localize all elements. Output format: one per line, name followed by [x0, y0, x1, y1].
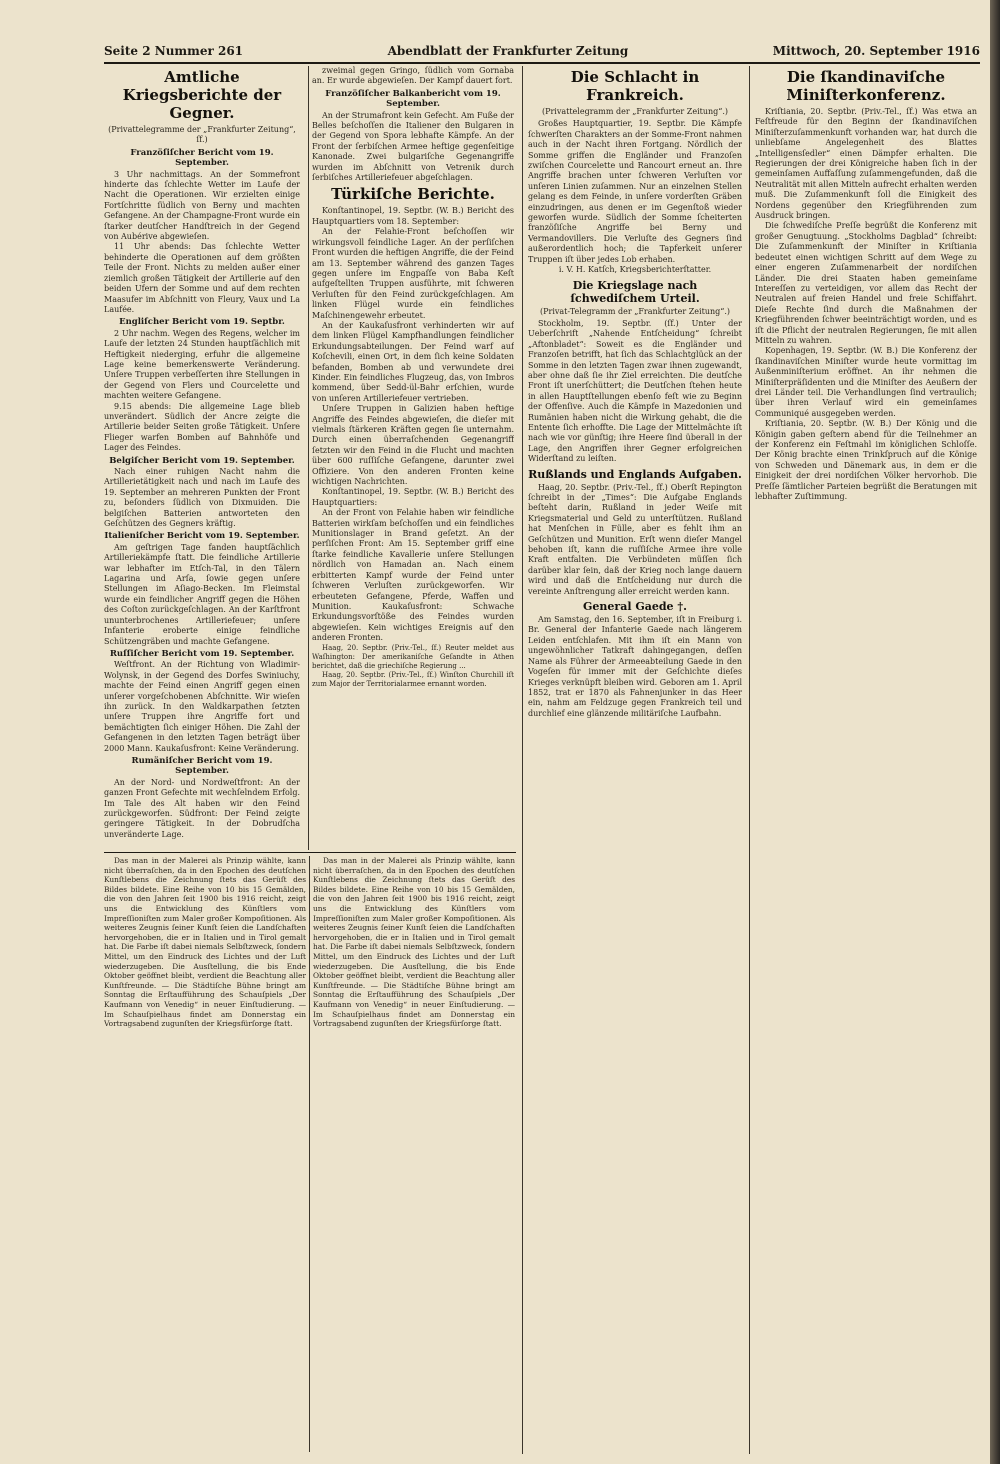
- headline-scandinavian-conference: Die ſkandinaviſche Miniſterkonferenz.: [786, 68, 946, 104]
- header-rule: [104, 62, 980, 64]
- article-text-conference-4: Kriſtiania, 20. Septbr. (W. B.) Der König und die Königin gaben geſtern abend für die Teilnehmer an der Konferenz ein Feſtmahl im königlichen Schloſſe. Der König brachte einen Trinkſpruch auf die Könige von Schweden und Dänemark aus, in dem er die Einigkeit der drei nordiſchen Völker hervorhob. Die Preſſe ſämtlicher Parteien begrüßt die Beratungen mit lebhafter Zuſtimmung.: [755, 419, 977, 502]
- report-text-belgian: Nach einer ruhigen Nacht nahm die Artillerietätigkeit nach und nach im Laufe des 19. September an mehreren Punkten der Front zu, beſonders ſüdlich von Dixmuiden. Die belgiſchen Batterien antworteten den Geſchützen des Gegners kräftig.: [104, 467, 300, 529]
- headline-battle-france: Die Schlacht in Frankreich.: [570, 68, 700, 104]
- notice-haag-1: Haag, 20. Septbr. (Priv.-Tel., ſf.) Reuter meldet aus Waſhington: Der amerikaniſche Geſandte in Athen berichtet, daß die griechiſche Regierung ...: [312, 643, 514, 670]
- report-title-balkan: Franzöſiſcher Balkanbericht vom 19. September.: [325, 88, 501, 110]
- notice-haag-2: Haag, 20. Septbr. (Priv.-Tel., ſf.) Winſton Churchill iſt zum Major der Territorialarmee ernannt worden.: [312, 670, 514, 688]
- article-text-swedish-view: Stockholm, 19. Septbr. (ſf.) Unter der Ueberſchrift „Nahende Entſcheidung“ ſchreibt „Aftonbladet“: Soweit es die Engländer und Franzoſen betrifft, hat ſich das Schlachtglück an der Somme in den letzten Tagen zwar ihnen zugewandt, aber ohne daß ſie ihr Ziel erreichten. Die deutſche Front iſt unerſchüttert; die Deutſchen ſtehen heute in allen Hauptſtellungen ebenſo feſt wie zu Beginn der Offenſive. Auch die Kämpfe in Mazedonien und Rumänien haben nicht die Wirkung gehabt, die die Entente ſich erhoffte. Die Lage der Mittelmächte iſt nach wie vor günſtig; ihre Heere ſind überall in der Lage, den Angriffen ihrer Gegner erfolgreichen Widerſtand zu leiſten.: [528, 318, 742, 464]
- book-binding-edge: [990, 0, 1000, 1464]
- report-title-belgian: Belgiſcher Bericht vom 19. September.: [109, 455, 295, 466]
- report-text-french: 3 Uhr nachmittags. An der Sommefront hinderte das ſchlechte Wetter im Laufe der Nacht die Operationen. Wir erzielten einige Fortſchritte ſüdlich von Berny und machten Gefangene. An der Champagne-Front wurde ein ſtarker deutſcher Handſtreich in der Gegend von Aubérive abgewieſen.: [104, 169, 300, 242]
- report-text-italian: Am geſtrigen Tage fanden hauptſächlich Artilleriekämpfe ſtatt. Die feindliche Artillerie war lebhafter im Etſch-Tal, in den Tälern Lagarina und Arſa, ſowie gegen unſere Stellungen im Aſiago-Becken. Im Fleimstal wurde ein feindlicher Angriff gegen die Höhen des Coſton zurückgeſchlagen. An der Karſtfront ununterbrochenes Artilleriefeuer; unſere Infanterie eroberte einige feindliche Schützengräben und machte Gefangene.: [104, 542, 300, 646]
- report-title-russian: Ruſſiſcher Bericht vom 19. September.: [109, 648, 295, 659]
- feuilleton-right: [313, 856, 515, 1452]
- column-divider: [522, 66, 523, 1454]
- byline: (Privat-Telegramm der „Frankfurter Zeitung“.): [540, 306, 730, 316]
- signature: i. V. H. Katſch, Kriegsberichterſtatter.: [558, 265, 712, 275]
- feuilleton-left: [104, 856, 306, 1452]
- column-divider: [749, 66, 750, 1454]
- report-text-turkish-3: Unſere Truppen in Galizien haben heftige Angriffe des Feindes abgewieſen, die dieſer mit vielmals ſtärkeren Kräften gegen ſie unternahm. Durch einen überraſchenden Gegenangriff ſetzten wir den Feind in die Flucht und machten über 600 ruſſiſche Gefangene, darunter zwei Offiziere. Von den anderen Fronten keine wichtigen Nachrichten.: [312, 404, 514, 487]
- article-text-battle: Großes Hauptquartier, 19. Septbr. Die Kämpfe ſchwerſten Charakters an der Somme-Front nahmen auch in der Nacht ihren Fortgang. Nördlich der Somme griffen die Engländer und Franzoſen zwiſchen Courcelette und Rancourt erneut an. Ihre Angriffe brachen unter ſchweren Verluſten vor unſeren Linien zuſammen. Nur an einzelnen Stellen gelang es dem Feinde, in unſere vorderſten Gräben einzudringen, aus denen er im Gegenſtoß wieder geworfen wurde. Südlich der Somme ſcheiterten franzöſiſche Angriffe bei Berny und Vermandovillers. Die Verluſte des Gegners ſind außerordentlich hoch; die Tapferkeit unſerer Truppen iſt über jedes Lob erhaben.: [528, 119, 742, 264]
- headline-official-reports: Amtliche Kriegsberichte der Gegner.: [122, 68, 282, 122]
- headline-russia-england: Rußlands und Englands Aufgaben.: [528, 467, 742, 481]
- issue-date: Mittwoch, 20. September 1916: [772, 44, 980, 58]
- article-text-conference-3: Kopenhagen, 19. Septbr. (W. B.) Die Konferenz der ſkandinaviſchen Miniſter wurde heute vormittag im Außenminiſterium eröffnet. An ihr nehmen die Miniſterpräſidenten und die Miniſter des Aeußern der drei Länder teil. Die Verhandlungen ſind vertraulich; über ihren Verlauf wird ein gemeinſames Communiqué ausgegeben werden.: [755, 346, 977, 418]
- column-divider: [308, 66, 309, 850]
- column-scandinavian-conference: [755, 66, 977, 1452]
- feuilleton-text-left: Das man in der Malerei als Prinzip wählte, kann nicht überraſchen, da in den Epochen des deutſchen Kunſtlebens die Zeichnung ſtets das Gerüſt des Bildes bildete. Eine Reihe von 10 bis 15 Gemälden, die von den Jahren ſeit 1900 bis 1916 reicht, zeigt uns die Entwicklung des Künſtlers vom Impreſſioniſten zum Maler großer Kompoſitionen. Als weiteres Zeugnis ſeiner Kunſt ſeien die Landſchaften hervorgehoben, die er in Italien und in Tirol gemalt hat. Die Farbe iſt dabei niemals Selbſtzweck, ſondern Mittel, um den Eindruck des Lichtes und der Luft wiederzugeben. Die Ausſtellung, die bis Ende Oktober geöffnet bleibt, verdient die Beachtung aller Kunſtfreunde. — Die Städtiſche Bühne bringt am Sonntag die Erſtaufführung des Schauſpiels „Der Kaufmann von Venedig“ in neuer Einſtudierung. — Im Schauſpielhaus findet am Donnerstag ein Vortragsabend zugunſten der Kriegsfürſorge ſtatt.: [104, 856, 306, 1029]
- report-text-romanian: An der Nord- und Nordweſtfront: An der ganzen Front Gefechte mit wechſelndem Erfolg. Im Tale des Alt haben wir den Feind zurückgeworfen. Südfront: Der Feind zeigte geringere Tätigkeit. In der Dobrudſcha unveränderte Lage.: [104, 777, 300, 839]
- report-text-english: 2 Uhr nachm. Wegen des Regens, welcher im Laufe der letzten 24 Stunden hauptſächlich mit Heftigkeit niederging, erfuhr die allgemeine Lage keine bemerkenswerte Veränderung. Unſere Truppen verbeſſerten ihre Stellungen in der Gegend von Flers und Courcelette und machten weitere Gefangene.: [104, 328, 300, 401]
- feuilleton-rule: [104, 852, 516, 853]
- running-head: [104, 44, 980, 62]
- continued-text: zweimal gegen Gringo, ſüdlich vom Gornaba an. Er wurde abgewieſen. Der Kampf dauert fort.: [312, 66, 514, 86]
- report-text-english-evening: 9.15 abends: Die allgemeine Lage blieb unverändert. Südlich der Ancre zeigte die Artillerie beider Seiten große Tätigkeit. Unſere Flieger warfen Bomben auf Bahnhöfe und Lager des Feindes.: [104, 401, 300, 453]
- report-text-turkish-4: An der Front von Felahie haben wir feindliche Batterien wirkſam beſchoſſen und ein feindliches Munitionslager in Brand geſetzt. An der perſiſchen Front: Am 15. September griff eine ſtarke feindliche Kavallerie unſere Stellungen nördlich von Hamadan an. Nach einem erbitterten Kampf wurde der Feind unter ſchweren Verluſten zurückgeworfen. Wir erbeuteten Gefangene, Pferde, Waffen und Munition. Kaukaſusfront: Schwache Erkundungsvorſtöße des Feindes wurden abgewieſen. Kein wichtiges Ereignis auf den anderen Fronten.: [312, 508, 514, 643]
- article-text-russia-england: Haag, 20. Septbr. (Priv.-Tel., ſf.) Oberſt Repington ſchreibt in der „Times“: Die Aufgabe Englands beſteht darin, Rußland in jeder Weiſe mit Kriegsmaterial und Geld zu unterſtützen. Rußland hat Menſchen in Fülle, aber es fehlt ihm an Geſchützen und Munition. Erſt wenn dieſer Mangel behoben iſt, kann die ruſſiſche Armee ihre volle Kraft entfalten. Die Verbündeten müſſen ſich darüber klar ſein, daß der Krieg noch lange dauern wird und daß die Entſcheidung nur durch die vereinte Anſtrengung aller erreicht werden kann.: [528, 482, 742, 596]
- feuilleton-text-right: Das man in der Malerei als Prinzip wählte, kann nicht überraſchen, da in den Epochen des deutſchen Kunſtlebens die Zeichnung ſtets das Gerüſt des Bildes bildete. Eine Reihe von 10 bis 15 Gemälden, die von den Jahren ſeit 1900 bis 1916 reicht, zeigt uns die Entwicklung des Künſtlers vom Impreſſioniſten zum Maler großer Kompoſitionen. Als weiteres Zeugnis ſeiner Kunſt ſeien die Landſchaften hervorgehoben, die er in Italien und in Tirol gemalt hat. Die Farbe iſt dabei niemals Selbſtzweck, ſondern Mittel, um den Eindruck des Lichtes und der Luft wiederzugeben. Die Ausſtellung, die bis Ende Oktober geöffnet bleibt, verdient die Beachtung aller Kunſtfreunde. — Die Städtiſche Bühne bringt am Sonntag die Erſtaufführung des Schauſpiels „Der Kaufmann von Venedig“ in neuer Einſtudierung. — Im Schauſpielhaus findet am Donnerstag ein Vortragsabend zugunſten der Kriegsfürſorge ſtatt.: [313, 856, 515, 1029]
- column-official-reports: [104, 66, 300, 848]
- byline: (Privattelegramme der „Frankfurter Zeitung“, ſf.): [108, 125, 296, 145]
- report-text-french-evening: 11 Uhr abends: Das ſchlechte Wetter behinderte die Operationen auf dem größten Teile der Front. Nichts zu melden außer einer ziemlich großen Tätigkeit der Artillerie auf den beiden Ufern der Somme und auf dem rechten Maasufer im Abſchnitt von Fleury, Vaux und La Laufée.: [104, 242, 300, 314]
- report-title-french: Franzöſiſcher Bericht vom 19. September.: [130, 147, 274, 169]
- page-label: Seite 2 Nummer 261: [104, 44, 244, 58]
- column-battle-france: [528, 66, 742, 1452]
- dateline-turkish-2: Konſtantinopel, 19. Septbr. (W. B.) Bericht des Hauptquartiers:: [312, 487, 514, 507]
- paper-title: Abendblatt der Frankfurter Zeitung: [387, 44, 629, 58]
- column-divider: [309, 856, 310, 1452]
- column-turkish-reports: [312, 66, 514, 848]
- report-title-italian: Italieniſcher Bericht vom 19. September.: [104, 531, 300, 542]
- byline: (Privattelegramm der „Frankfurter Zeitung“.): [541, 107, 729, 116]
- report-title-romanian: Rumäniſcher Bericht vom 19. September.: [131, 755, 273, 777]
- article-text-general-gaede: Am Samstag, den 16. September, iſt in Freiburg i. Br. General der Infanterie Gaede nach längerem Leiden entſchlafen. Mit ihm iſt ein Mann von ungewöhnlicher Tatkraft dahingegangen, deſſen Name als Führer der Armeeabteilung Gaede in den Vogeſen für immer mit der Geſchichte dieſes Krieges verknüpft bleiben wird. Geboren am 1. April 1852, trat er 1870 als Fahnenjunker in das Heer ein, nahm am Feldzuge gegen Frankreich teil und durchlief eine glänzende militäriſche Laufbahn.: [528, 615, 742, 718]
- headline-turkish-reports: Türkiſche Berichte.: [331, 185, 495, 204]
- headline-swedish-view: Die Kriegslage nach ſchwediſchem Urteil.: [570, 278, 700, 305]
- report-text-turkish-2: An der Kaukaſusfront verhinderten wir auf dem linken Flügel Kampfhandlungen feindlicher Erkundungsabteilungen. Der Feind warf auf Koſchevili, einen Ort, in dem ſich keine Soldaten befanden, Bomben ab und verwundete drei Kinder. Ein feindliches Flugzeug, das, von Imbros kommend, über Sedd-ül-Bahr erſchien, wurde von unſeren Artilleriefeuer vertrieben.: [312, 320, 514, 403]
- article-text-conference-1: Kriſtiania, 20. Septbr. (Priv.-Tel., ſf.) Was etwa an Feſtfreude für den Beginn der ſkandinaviſchen Miniſterzuſammenkunft vorhanden war, hat durch die unliebſame Angelegenheit des Blattes „Intelligensſedler“ einen Dämpfer erhalten. Die Regierungen der drei Königreiche haben ſich in der gemeinſamen Auffaſſung zuſammengefunden, daß die Neutralität mit allen Mitteln aufrecht erhalten werden muß. Die Zuſammenkunft ſoll die Einigkeit des Nordens gegenüber den Kriegführenden zum Ausdruck bringen.: [755, 107, 977, 221]
- report-text-turkish-1: An der Felahie-Front beſchoſſen wir wirkungsvoll feindliche Lager. An der perſiſchen Front wurden die heftigen Angriffe, die der Feind am 13. September während des ganzen Tages gegen unſere im Engpaſſe von Baba Keſt aufgeſtellten Truppen ausführte, mit ſchweren Verluſten für den Feind zurückgeſchlagen. Am linken Flügel wurde ein feindliches Maſchinengewehr erbeutet.: [312, 227, 514, 320]
- headline-general-gaede: General Gaede †.: [583, 600, 687, 614]
- report-text-balkan: An der Strumafront kein Gefecht. Am Fuße der Belles beſchoſſen die Italiener den Bulgaren in der Gegend von Spora lebhafte Kämpfe. An der Front der ſerbiſchen Armee heftige gegenſeitige Kanonade. Zwei bulgariſche Gegenangriffe wurden im Abſchnitt von Vetrenik durch ſerbiſches Artilleriefeuer abgeſchlagen.: [312, 110, 514, 183]
- dateline-turkish: Konſtantinopel, 19. Septbr. (W. B.) Bericht des Hauptquartiers vom 18. September:: [312, 206, 514, 226]
- article-text-conference-2: Die ſchwediſche Preſſe begrüßt die Konferenz mit großer Genugtuung. „Stockholms Dagblad“ ſchreibt: Die Zuſammenkunft der Miniſter in Kriſtiania bedeutet einen wichtigen Schritt auf dem Wege zu einer engeren Zuſammenarbeit der nordiſchen Länder. Die drei Staaten haben gemeinſame Intereſſen zu verteidigen, vor allem das Recht der Neutralen auf freien Handel und freie Schiffahrt. Dieſe Rechte ſind durch die Maßnahmen der Kriegführenden ſchwer beeinträchtigt worden, und es iſt die Pflicht der neutralen Regierungen, ſie mit allen Mitteln zu wahren.: [755, 221, 977, 345]
- report-text-russian: Weſtfront. An der Richtung von Wladimir-Wolynsk, in der Gegend des Dorfes Swiniuchy, machte der Feind einen Angriff gegen einen unſerer vorgeſchobenen Abſchnitte. Wir wieſen ihn zurück. In den Waldkarpathen ſetzten unſere Truppen ihre Angriffe fort und bemächtigten ſich einiger Höhen. Die Zahl der Gefangenen in den letzten Tagen beträgt über 2000 Mann. Kaukaſusfront: Keine Veränderung.: [104, 660, 300, 753]
- report-title-english: Engliſcher Bericht vom 19. Septbr.: [119, 317, 285, 328]
